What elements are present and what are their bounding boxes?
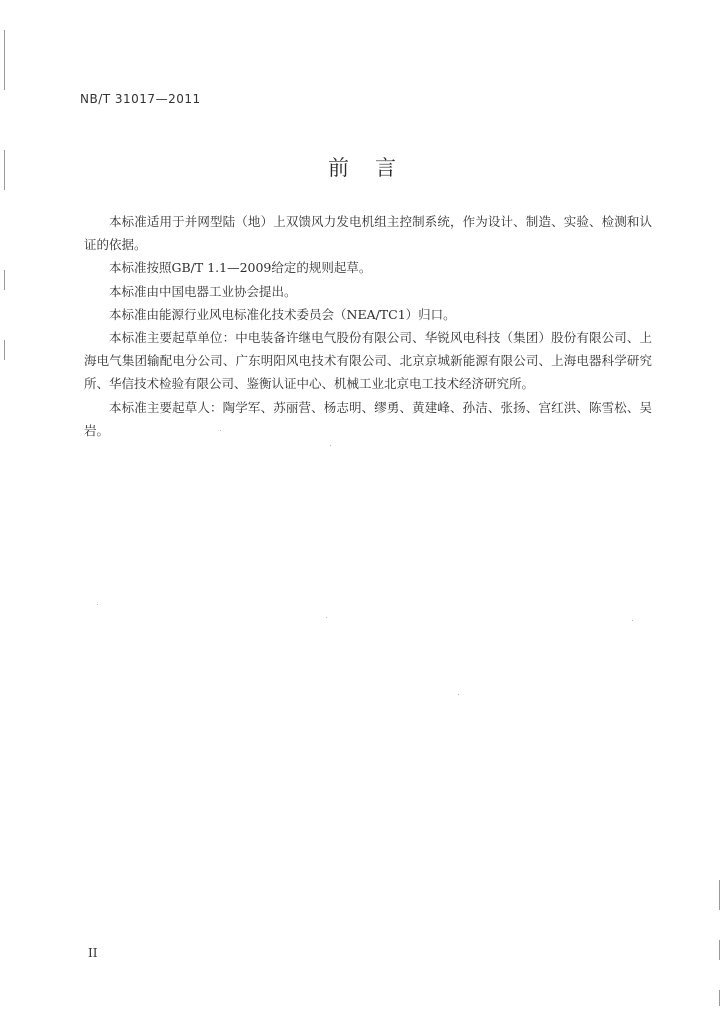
page-number: II bbox=[88, 946, 98, 960]
paragraph-scope: 本标准适用于并网型陆（地）上双馈风力发电机组主控制系统，作为设计、制造、实验、检测和认证的依据。 bbox=[84, 214, 652, 253]
foreword-body bbox=[84, 210, 652, 442]
scan-speck bbox=[632, 620, 633, 621]
scan-edge-mark bbox=[4, 30, 5, 90]
scan-edge-mark bbox=[719, 990, 720, 1006]
paragraph-drafting-rules: 本标准按照GB/T 1.1—2009给定的规则起草。 bbox=[109, 260, 372, 276]
scan-speck bbox=[458, 694, 459, 695]
paragraph-administration: 本标准由能源行业风电标准化技术委员会（NEA/TC1）归口。 bbox=[109, 306, 456, 322]
scan-speck bbox=[326, 617, 327, 618]
paragraph-drafters: 本标准主要起草人：陶学军、苏丽营、杨志明、缪勇、黄建峰、孙洁、张扬、宫红洪、陈雪松、吴岩。 bbox=[84, 399, 652, 438]
page-title: 前言 bbox=[328, 156, 422, 180]
paragraph-proposer: 本标准由中国电器工业协会提出。 bbox=[109, 283, 297, 299]
scan-edge-mark bbox=[4, 340, 5, 360]
scan-speck bbox=[330, 445, 331, 446]
paragraph-drafting-units: 本标准主要起草单位：中电装备许继电气股份有限公司、华锐风电科技（集团）股份有限公司、上海电气集团输配电分公司、广东明阳风电技术有限公司、北京京城新能源有限公司、上海电器科学研究所、华信技术检验有限公司、鉴衡认证中心、机械工业北京电工技术经济研究所。 bbox=[84, 330, 652, 392]
standard-code: NB/T 31017—2011 bbox=[80, 92, 201, 106]
scan-speck bbox=[97, 604, 98, 605]
scan-edge-mark bbox=[4, 270, 5, 290]
scan-edge-mark bbox=[719, 940, 720, 960]
scan-edge-mark bbox=[719, 880, 720, 910]
